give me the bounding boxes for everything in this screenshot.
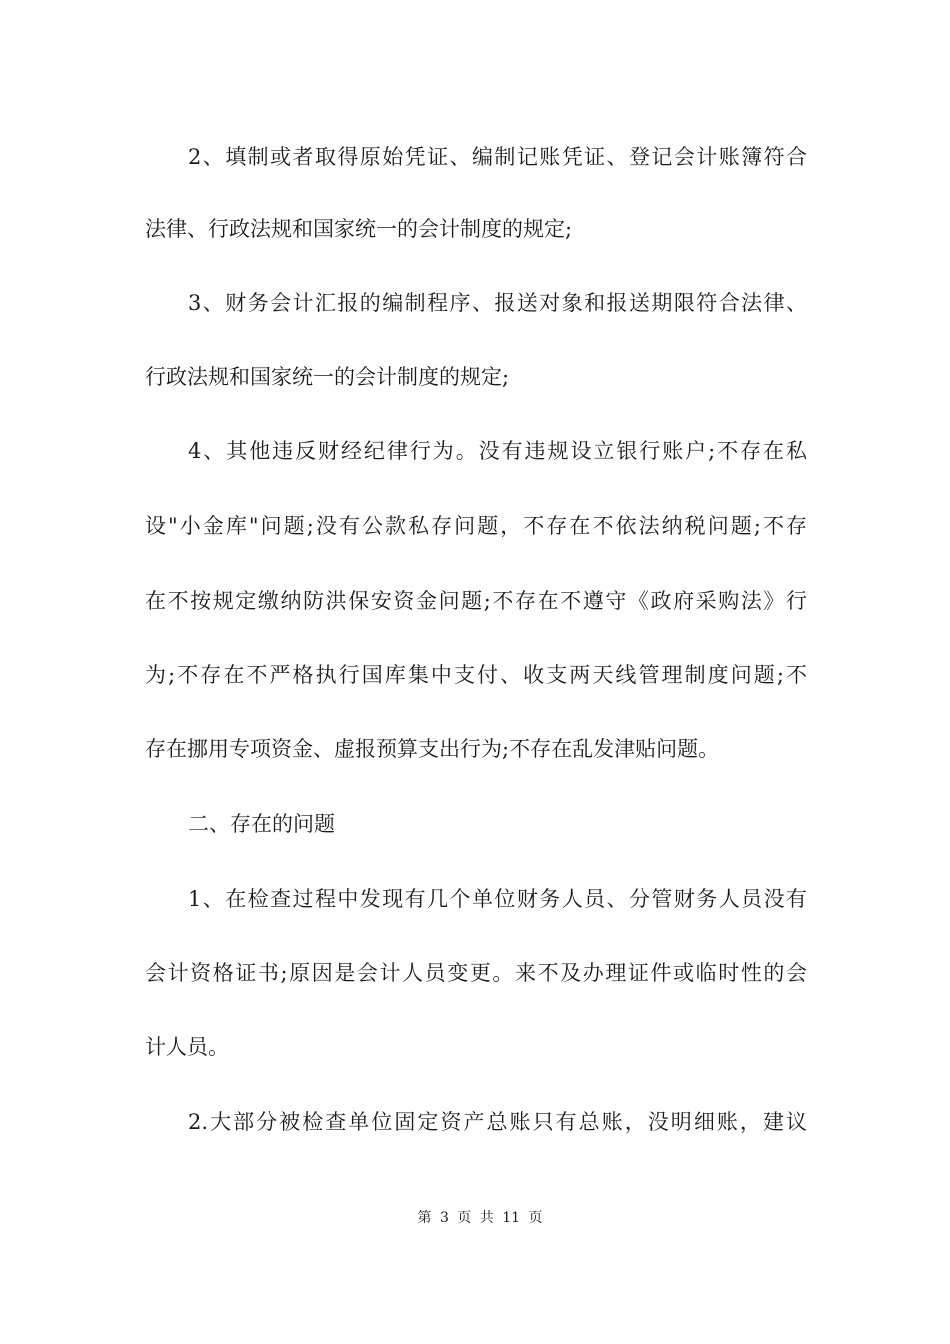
- paragraph-line: 在不按规定缴纳防洪保安资金问题;不存在不遵守《政府采购法》行: [145, 589, 807, 613]
- paragraph-line: 存在挪用专项资金、虚报预算支出行为;不存在乱发津贴问题。: [145, 737, 720, 761]
- paragraph-line: 设"小金库"问题;没有公款私存问题，不存在不依法纳税问题;不存: [145, 514, 807, 538]
- section-heading: 二、存在的问题: [188, 812, 335, 836]
- page-number-footer: 第 3 页 共 11 页: [417, 1210, 543, 1226]
- paragraph-line: 3、财务会计汇报的编制程序、报送对象和报送期限符合法律、: [188, 291, 807, 315]
- paragraph-line: 会计资格证书;原因是会计人员变更。来不及办理证件或临时性的会: [145, 961, 807, 985]
- paragraph-line: 1、在检查过程中发现有几个单位财务人员、分管财务人员没有: [188, 887, 807, 911]
- paragraph-line: 2.大部分被检查单位固定资产总账只有总账，没明细账，建议: [188, 1110, 807, 1134]
- paragraph-line: 4、其他违反财经纪律行为。没有违规设立银行账户;不存在私: [188, 439, 807, 463]
- paragraph-line: 行政法规和国家统一的会计制度的规定;: [145, 365, 510, 389]
- paragraph-line: 计人员。: [145, 1035, 229, 1059]
- paragraph-line: 2、填制或者取得原始凭证、编制记账凭证、登记会计账簿符合: [188, 145, 807, 169]
- paragraph-line: 为;不存在不严格执行国库集中支付、收支两天线管理制度问题;不: [145, 663, 807, 687]
- paragraph-line: 法律、行政法规和国家统一的会计制度的规定;: [145, 217, 573, 241]
